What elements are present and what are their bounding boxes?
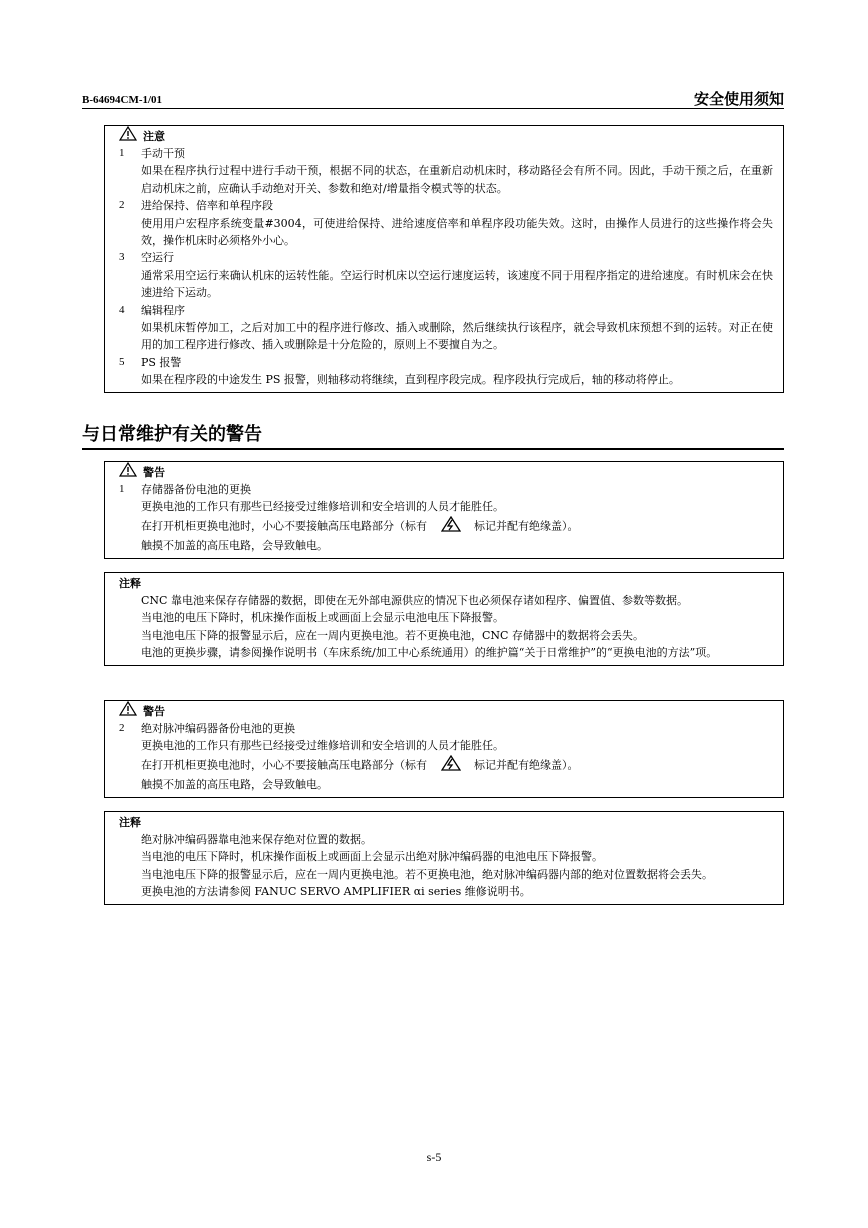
warning-text-after: 标记并配有绝缘盖）。 bbox=[474, 519, 579, 533]
warning-heading-label: 警告 bbox=[143, 704, 165, 718]
item-title: 进给保持、倍率和单程序段 bbox=[141, 199, 273, 213]
item-number: 1 bbox=[119, 483, 125, 495]
item-title: 编辑程序 bbox=[141, 303, 185, 317]
item-number: 2 bbox=[119, 199, 125, 212]
warning-heading bbox=[119, 464, 773, 481]
warning-text-with-icon bbox=[119, 516, 773, 537]
section-title: 与日常维护有关的警告 bbox=[82, 424, 262, 445]
note-box-encoder-battery bbox=[104, 811, 784, 905]
item-text: 如果机床暂停加工，之后对加工中的程序进行修改、插入或删除，然后继续执行该程序，就会导致机床预想不到的运转。对正在使用的加工程序进行修改、插入或删除是十分危险的，原则上不要擅自为之。 bbox=[141, 321, 773, 352]
document-code: B-64694CM-1/01 bbox=[82, 94, 163, 106]
item-title: PS 报警 bbox=[141, 355, 182, 369]
warning-triangle-icon bbox=[119, 126, 137, 146]
item-text: 如果在程序段的中途发生 PS 报警，则轴移动将继续，直到程序段完成。程序段执行完成后，轴的移动将停止。 bbox=[141, 373, 680, 387]
note-text: 当电池的电压下降时，机床操作面板上或画面上会显示出绝对脉冲编码器的电池电压下降报警。 bbox=[141, 850, 603, 864]
warning-triangle-icon bbox=[119, 701, 137, 721]
warning-text: 触摸不加盖的高压电路，会导致触电。 bbox=[141, 539, 328, 553]
warning-text-with-icon bbox=[119, 755, 773, 776]
warning-text: 更换电池的工作只有那些已经接受过维修培训和安全培训的人员才能胜任。 bbox=[141, 739, 504, 753]
item-text: 使用用户宏程序系统变量#3004，可使进给保持、进给速度倍率和单程序段功能失效。这时，由操作人员进行的这些操作将会失效，操作机床时必须格外小心。 bbox=[141, 216, 773, 248]
item-title: 空运行 bbox=[141, 251, 174, 265]
item-number: 4 bbox=[119, 303, 125, 316]
item-number: 3 bbox=[119, 251, 125, 264]
warning-text-before: 在打开机柜更换电池时，小心不要接触高压电路部分（标有 bbox=[141, 519, 427, 533]
item-number: 1 bbox=[119, 147, 125, 159]
header-rule bbox=[82, 108, 784, 109]
warning-triangle-icon bbox=[119, 462, 137, 482]
page-header-title: 安全使用须知 bbox=[693, 90, 784, 108]
page-number: s-5 bbox=[426, 1150, 442, 1164]
item-text: 通常采用空运行来确认机床的运转性能。空运行时机床以空运行速度运转，该速度不同于用程序指定的进给速度。有时机床会在快速进给下运动。 bbox=[141, 268, 773, 300]
caution-heading-label: 注意 bbox=[143, 129, 165, 143]
note-heading: 注释 bbox=[119, 577, 141, 590]
note-text: 当电池的电压下降时，机床操作面板上或画面上会显示电池电压下降报警。 bbox=[141, 611, 504, 625]
item-title: 手动干预 bbox=[141, 147, 185, 160]
note-text: 当电池电压下降的报警显示后，应在一周内更换电池。若不更换电池，绝对脉冲编码器内部的绝对位置数据将会丢失。 bbox=[141, 867, 713, 881]
note-text: 更换电池的方法请参阅 FANUC SERVO AMPLIFIER αi series 维修说明书。 bbox=[141, 885, 531, 899]
item-title: 存储器备份电池的更换 bbox=[141, 483, 251, 496]
caution-item bbox=[119, 249, 773, 301]
section-rule bbox=[82, 448, 784, 450]
warning-text: 更换电池的工作只有那些已经接受过维修培训和安全培训的人员才能胜任。 bbox=[141, 500, 504, 514]
note-heading: 注释 bbox=[119, 816, 141, 829]
caution-item bbox=[119, 302, 773, 354]
item-number: 2 bbox=[119, 722, 125, 734]
note-box-battery bbox=[104, 572, 784, 666]
warning-text-before: 在打开机柜更换电池时，小心不要接触高压电路部分（标有 bbox=[141, 758, 427, 772]
caution-heading bbox=[119, 128, 773, 145]
item-title: 绝对脉冲编码器备份电池的更换 bbox=[141, 722, 295, 735]
warning-heading bbox=[119, 703, 773, 720]
note-text: 电池的更换步骤，请参阅操作说明书（车床系统/加工中心系统通用）的维护篇“关于日常维护”的“更换电池的方法”项。 bbox=[141, 646, 718, 660]
warning-text-after: 标记并配有绝缘盖）。 bbox=[474, 758, 579, 772]
caution-item bbox=[119, 145, 773, 197]
warning-box-battery bbox=[104, 461, 784, 559]
warning-heading-label: 警告 bbox=[143, 465, 165, 479]
note-text: 当电池电压下降的报警显示后，应在一周内更换电池。若不更换电池，CNC 存储器中的数据将会丢失。 bbox=[141, 628, 644, 642]
note-text: CNC 靠电池来保存存储器的数据，即使在无外部电源供应的情况下也必须保存诸如程序、偏置值、参数等数据。 bbox=[141, 594, 688, 607]
caution-box bbox=[104, 125, 784, 393]
caution-item bbox=[119, 197, 773, 249]
note-text: 绝对脉冲编码器靠电池来保存绝对位置的数据。 bbox=[141, 833, 372, 846]
high-voltage-icon bbox=[441, 755, 461, 776]
item-text: 如果在程序执行过程中进行手动干预，根据不同的状态，在重新启动机床时，移动路径会有所不同。因此，手动干预之后，在重新启动机床之前，应确认手动绝对开关、参数和绝对/增量指令模式等的状态。 bbox=[141, 164, 773, 195]
warning-box-encoder-battery bbox=[104, 700, 784, 798]
item-number: 5 bbox=[119, 355, 125, 368]
caution-item bbox=[119, 354, 773, 389]
warning-text: 触摸不加盖的高压电路，会导致触电。 bbox=[141, 778, 328, 792]
high-voltage-icon bbox=[441, 516, 461, 537]
